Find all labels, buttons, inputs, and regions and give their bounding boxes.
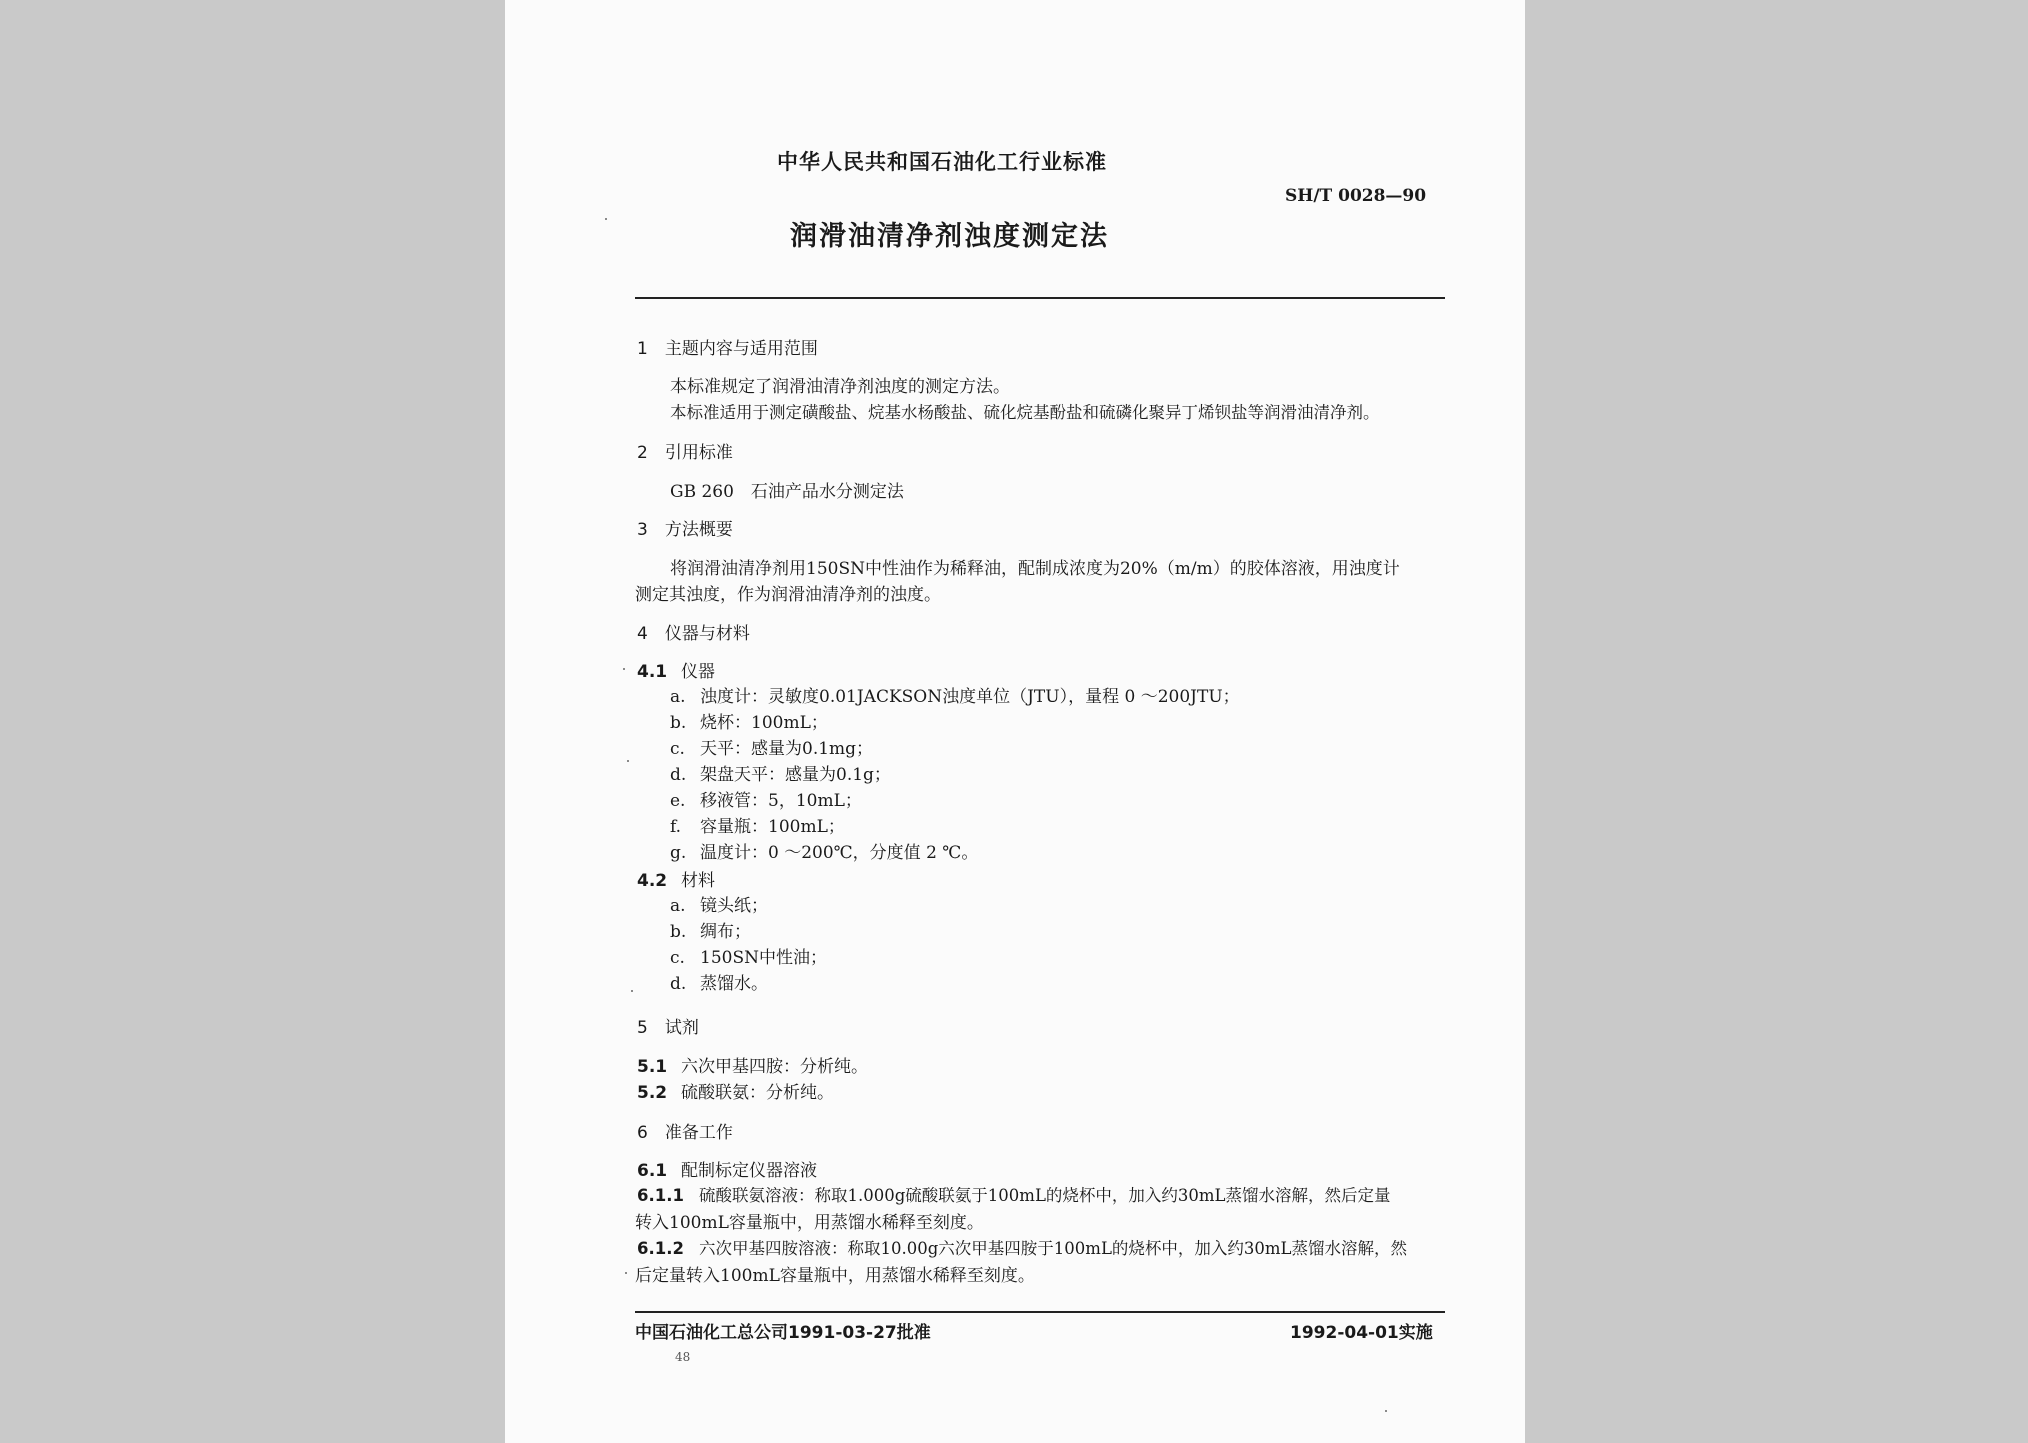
subsection-6-1-1-line-2: 转入100mL容量瓶中，用蒸馏水稀释至刻度。: [635, 1213, 984, 1233]
section-1-para-1: 本标准规定了润滑油清净剂浊度的测定方法。: [670, 377, 1010, 397]
document-page: [505, 0, 1525, 1443]
section-1-para-2: 本标准适用于测定磺酸盐、烷基水杨酸盐、硫化烷基酚盐和硫磷化聚异丁烯钡盐等润滑油清净剂。: [670, 403, 1380, 422]
scan-speck: [1385, 1410, 1387, 1412]
approval-line: 中国石油化工总公司1991-03-27批准: [635, 1323, 931, 1343]
section-1-heading: 1 主题内容与适用范围: [637, 339, 818, 359]
subsection-number: 4.2: [637, 871, 668, 891]
material-list: [670, 893, 827, 997]
reagent-5-1: 5.1 六次甲基四胺：分析纯。: [637, 1057, 868, 1077]
list-item: f. 容量瓶：100mL；: [670, 817, 845, 837]
page-number: 48: [675, 1350, 691, 1364]
section-3-line-1: 将润滑油清净剂用150SN中性油作为稀释油，配制成浓度为20%（m/m）的胶体溶液，用浊度计: [670, 559, 1400, 579]
section-4-heading: 4 仪器与材料: [637, 624, 750, 644]
subsection-4-2-heading: [637, 866, 715, 891]
list-item: e. 移液管：5，10mL；: [670, 791, 862, 811]
subsection-title: 仪器: [681, 662, 715, 682]
scan-speck: [625, 1272, 627, 1274]
list-item: a. 镜头纸；: [670, 896, 768, 916]
scan-speck: [623, 668, 625, 670]
list-item: a. 浊度计：灵敏度0.01JACKSON浊度单位（JTU），量程 0 ～200JTU；: [670, 687, 1240, 707]
list-item: b. 绸布；: [670, 922, 751, 942]
list-item: d. 架盘天平：感量为0.1g；: [670, 765, 891, 785]
list-item: c. 天平：感量为0.1mg；: [670, 739, 874, 759]
list-item: c. 150SN中性油；: [670, 948, 827, 968]
subsection-6-1-1-line-1: 6.1.1 硫酸联氨溶液：称取1.000g硫酸联氨于100mL的烧杯中，加入约30mL蒸馏水溶解，然后定量: [637, 1186, 1391, 1205]
section-5-heading: 5 试剂: [637, 1018, 699, 1038]
effective-date: 1992-04-01实施: [1290, 1323, 1433, 1343]
list-item: b. 烧杯：100mL；: [670, 713, 828, 733]
reagent-5-2: 5.2 硫酸联氨：分析纯。: [637, 1083, 834, 1103]
subsection-6-1-2-line-1: 6.1.2 六次甲基四胺溶液：称取10.00g六次甲基四胺于100mL的烧杯中，加入约30mL蒸馏水溶解，然: [637, 1239, 1407, 1258]
scan-speck: [631, 990, 633, 992]
list-item: d. 蒸馏水。: [670, 974, 768, 994]
section-2-heading: 2 引用标准: [637, 443, 733, 463]
standard-code: SH/T 0028—90: [1285, 186, 1427, 206]
footer-rule: [635, 1311, 1445, 1313]
referenced-standard: GB 260 石油产品水分测定法: [670, 482, 904, 502]
list-item: g. 温度计：0 ～200℃，分度值 2 ℃。: [670, 843, 979, 863]
subsection-6-1-2-line-2: 后定量转入100mL容量瓶中，用蒸馏水稀释至刻度。: [635, 1266, 1035, 1286]
header-rule: [635, 297, 1445, 299]
subsection-title: 材料: [681, 871, 715, 891]
standard-org-title: 中华人民共和国石油化工行业标准: [777, 150, 1107, 174]
subsection-number: 4.1: [637, 662, 668, 682]
subsection-4-1-heading: [637, 657, 715, 682]
subsection-6-1: 6.1 配制标定仪器溶液: [637, 1161, 817, 1181]
section-6-heading: 6 准备工作: [637, 1123, 733, 1143]
scan-speck: [605, 218, 607, 220]
instrument-list: [670, 684, 1240, 866]
section-3-heading: 3 方法概要: [637, 520, 733, 540]
section-3-line-2: 测定其浊度，作为润滑油清净剂的浊度。: [635, 585, 941, 605]
document-title: 润滑油清净剂浊度测定法: [790, 221, 1109, 252]
scan-speck: [627, 760, 629, 762]
